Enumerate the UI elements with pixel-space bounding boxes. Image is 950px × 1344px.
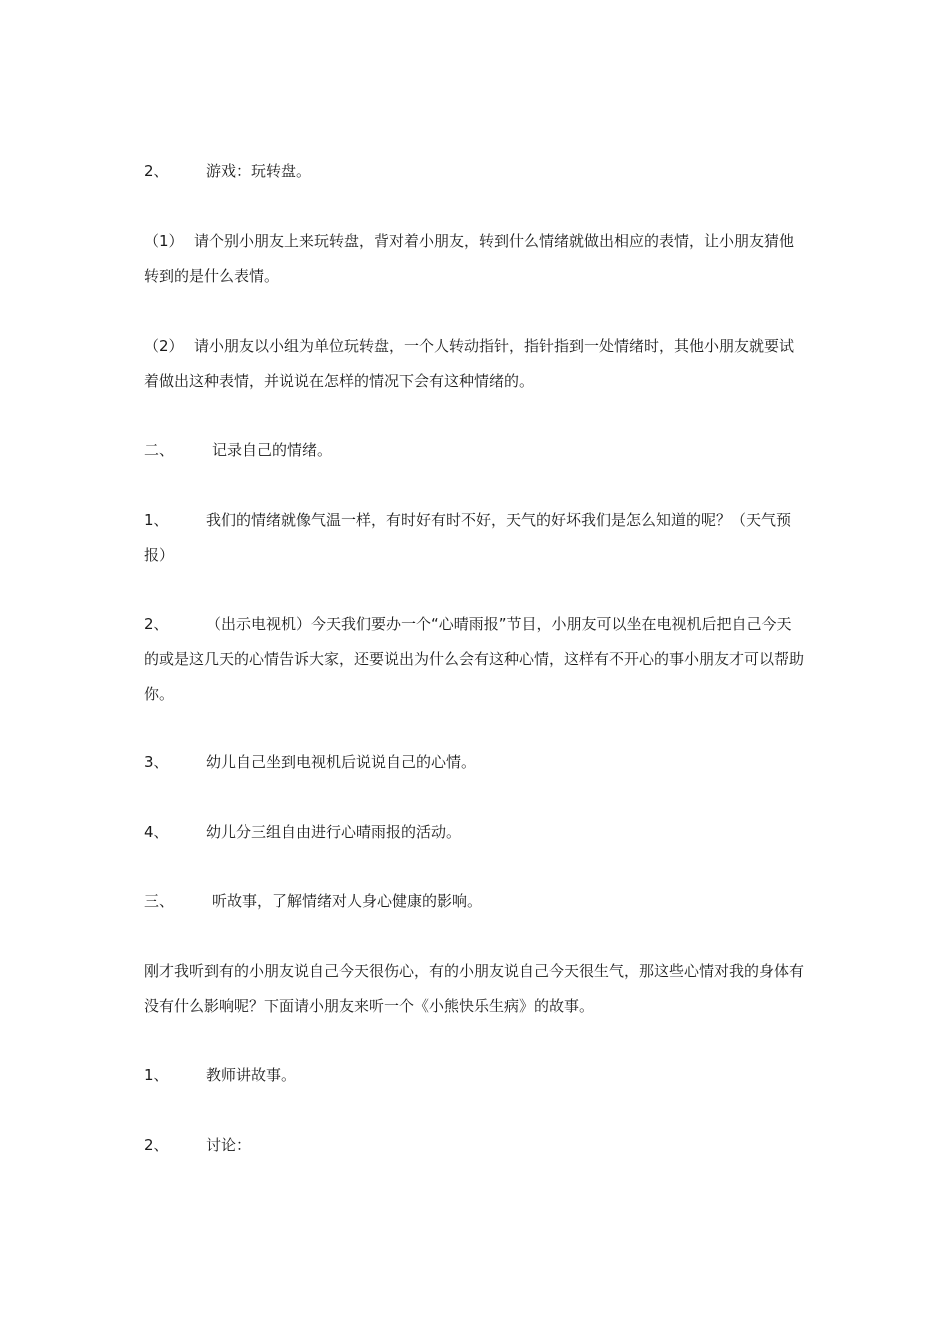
paragraph-text: 游戏：玩转盘。 (206, 162, 312, 180)
paragraph-text: 教师讲故事。 (206, 1066, 297, 1084)
item-number: 2、 (144, 162, 169, 180)
paragraph-text: 幼儿分三组自由进行心晴雨报的活动。 (206, 823, 462, 841)
paragraph-text: 刚才我听到有的小朋友说自己今天很伤心，有的小朋友说自己今天很生气，那这些心情对我的身体有没有什么影响呢？下面请小朋友来听一个《小熊快乐生病》的故事。 (144, 962, 805, 1015)
paragraph-item-1 (144, 503, 804, 573)
paragraph-game (144, 154, 804, 189)
section-heading-2 (144, 433, 804, 468)
section-number: 三、 (144, 892, 175, 910)
section-heading-3 (144, 884, 804, 919)
section-title: 听故事，了解情绪对人身心健康的影响。 (212, 892, 483, 910)
paragraph-text: 讨论： (206, 1136, 252, 1154)
paragraph-text: 请个别小朋友上来玩转盘，背对着小朋友，转到什么情绪就做出相应的表情，让小朋友猜他转到的是什么表情。 (144, 232, 795, 285)
item-number: （1） (144, 232, 184, 250)
paragraph-item-2 (144, 607, 804, 712)
paragraph-item-3 (144, 745, 804, 780)
paragraph-story-2 (144, 1128, 804, 1163)
item-number: （2） (144, 337, 184, 355)
paragraph-text: 幼儿自己坐到电视机后说说自己的心情。 (206, 753, 477, 771)
item-number: 3、 (144, 753, 169, 771)
paragraph-text: （出示电视机）今天我们要办一个“心晴雨报”节目，小朋友可以坐在电视机后把自己今天的或是这几天的心情告诉大家，还要说出为什么会有这种心情，这样有不开心的事小朋友才可以帮助你。 (144, 615, 805, 703)
item-number: 2、 (144, 1136, 169, 1154)
paragraph-sub-1 (144, 224, 804, 294)
item-number: 1、 (144, 1066, 169, 1084)
paragraph-sub-2 (144, 329, 804, 399)
paragraph-intro (144, 954, 804, 1024)
paragraph-story-1 (144, 1058, 804, 1093)
paragraph-text: 请小朋友以小组为单位玩转盘，一个人转动指针，指针指到一处情绪时，其他小朋友就要试着做出这种表情，并说说在怎样的情况下会有这种情绪的。 (144, 337, 795, 390)
section-number: 二、 (144, 441, 175, 459)
item-number: 1、 (144, 511, 169, 529)
paragraph-text: 我们的情绪就像气温一样，有时好有时不好，天气的好坏我们是怎么知道的呢？（天气预报） (144, 511, 792, 564)
item-number: 4、 (144, 823, 169, 841)
paragraph-item-4 (144, 815, 804, 850)
item-number: 2、 (144, 615, 169, 633)
section-title: 记录自己的情绪。 (212, 441, 333, 459)
